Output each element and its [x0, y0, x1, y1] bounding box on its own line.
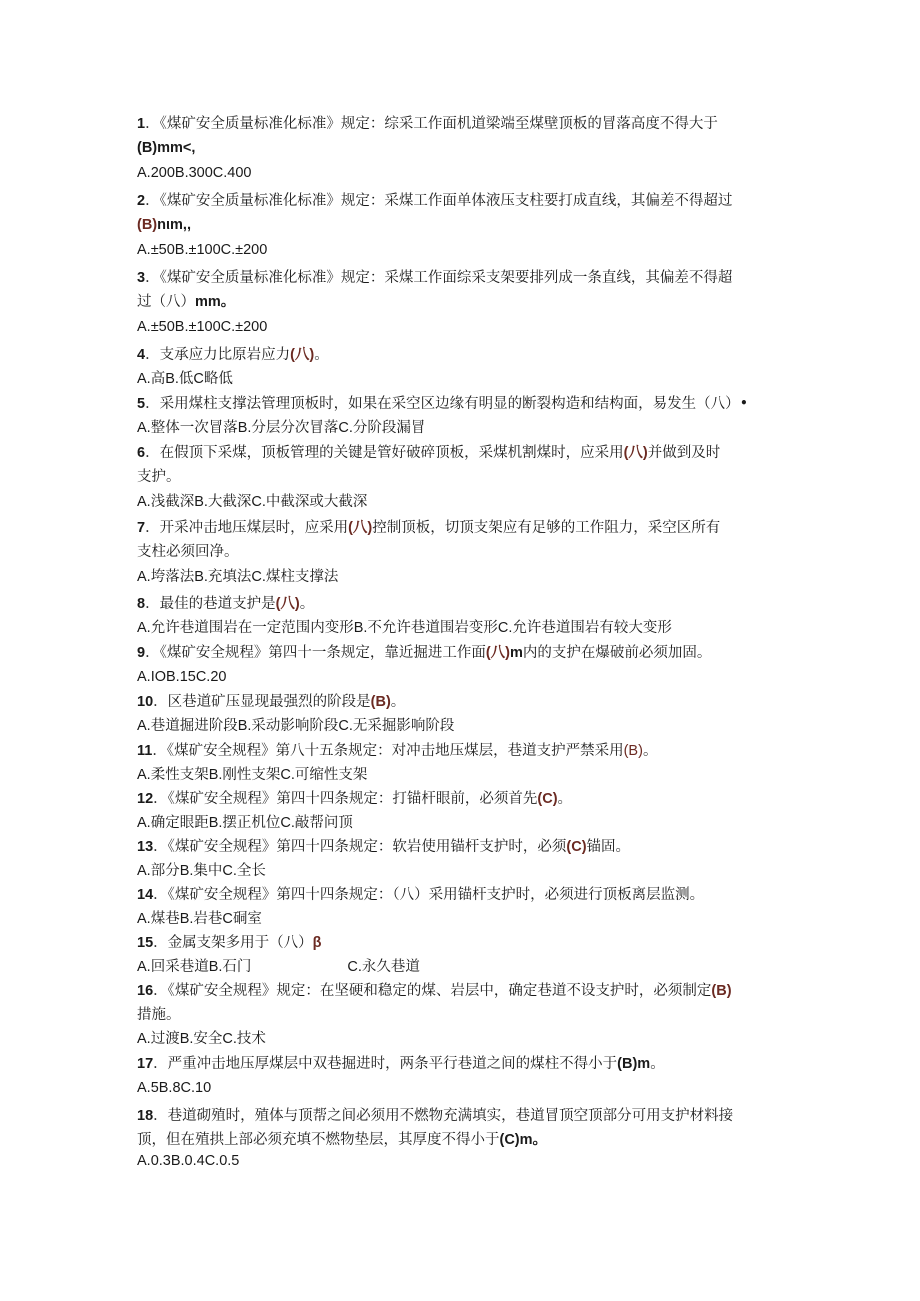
question-1-cont: (B)mm<,: [137, 140, 196, 156]
question-9-options: A.IOB.15C.20: [137, 669, 227, 685]
question-16-cont: 措施。: [137, 1007, 181, 1023]
question-5-options: A.整体一次冒落B.分层分次冒落C.分阶段漏冒: [137, 420, 426, 436]
question-2-cont: (B)nιm,,: [137, 217, 191, 233]
question-12-options: A.确定眼距B.摆正机位C.敲帮问顶: [137, 815, 353, 831]
question-6-cont: 支护。: [137, 469, 181, 485]
question-16: 16．《煤矿安全规程》规定：在坚硬和稳定的煤、岩层中，确定巷道不设支护时，必须制定(B): [137, 983, 732, 999]
question-2: 2．《煤矿安全质量标准化标准》规定：采煤工作面单体液压支柱要打成直线，其偏差不得超过: [137, 193, 733, 209]
question-18-options: A.0.3B.0.4C.0.5: [137, 1153, 240, 1169]
question-7: 7．开采冲击地压煤层时，应采用(八)控制顶板，切顶支架应有足够的工作阻力，采空区所有: [137, 520, 721, 536]
question-4: 4．支承应力比原岩应力(八)。: [137, 347, 329, 363]
question-7-options: A.垮落法B.充填法C.煤柱支撑法: [137, 569, 339, 585]
question-3: 3．《煤矿安全质量标准化标准》规定：采煤工作面综采支架要排列成一条直线，其偏差不得超: [137, 270, 733, 286]
question-10: 10．区巷道矿压显现最强烈的阶段是(B)。: [137, 694, 406, 710]
question-9: 9．《煤矿安全规程》第四十一条规定，靠近掘进工作面(八)m内的支护在爆破前必须加固。: [137, 645, 712, 661]
question-13: 13．《煤矿安全规程》第四十四条规定：软岩使用锚杆支护时，必须(C)锚固。: [137, 839, 631, 855]
question-11-options: A.柔性支架B.刚性支架C.可缩性支架: [137, 767, 368, 783]
question-17: 17．严重冲击地压厚煤层中双巷掘进时，两条平行巷道之间的煤柱不得小于(B)m。: [137, 1056, 665, 1072]
question-3-options: A.±50B.±100C.±200: [137, 319, 268, 335]
question-11: 11．《煤矿安全规程》第八十五条规定：对冲击地压煤层，巷道支护严禁采用(B)。: [137, 743, 658, 759]
question-7-cont: 支柱必须回净。: [137, 544, 239, 560]
question-2-options: A.±50B.±100C.±200: [137, 242, 268, 258]
question-18: 18．巷道砌殖时，殖体与顶帮之间必须用不燃物充满填实，巷道冒顶空顶部分可用支护材料接: [137, 1108, 734, 1124]
question-16-options: A.过渡B.安全C.技术: [137, 1031, 266, 1047]
question-15: 15．金属支架多用于（八）β: [137, 935, 322, 951]
question-5: 5．采用煤柱支撑法管理顶板时，如果在采空区边缘有明显的断裂构造和结构面，易发生（八）•: [137, 396, 749, 412]
question-10-options: A.巷道掘进阶段B.采动影响阶段C.无采掘影响阶段: [137, 718, 455, 734]
question-14-options: A.煤巷B.岩巷C硐室: [137, 911, 262, 927]
question-14: 14．《煤矿安全规程》第四十四条规定：（八）采用锚杆支护时，必须进行顶板离层监测。: [137, 887, 705, 903]
question-4-options: A.高B.低C略低: [137, 371, 233, 387]
question-1: 1．《煤矿安全质量标准化标准》规定：综采工作面机道梁端至煤壁顶板的冒落高度不得大于: [137, 116, 718, 132]
question-17-options: A.5B.8C.10: [137, 1080, 212, 1096]
question-3-cont: 过（八）mm。: [137, 294, 236, 310]
question-8-options: A.允许巷道围岩在一定范围内变形B.不允许巷道围岩变形C.允许巷道围岩有较大变形: [137, 620, 672, 636]
question-8: 8．最佳的巷道支护是(八)。: [137, 596, 315, 612]
question-1-options: A.200B.300C.400: [137, 165, 252, 181]
question-15-options: A.回采巷道B.石门 C.永久巷道: [137, 959, 420, 975]
question-6: 6．在假顶下采煤，顶板管理的关键是管好破碎顶板，采煤机割煤时，应采用(八)并做到及时: [137, 445, 721, 461]
question-13-options: A.部分B.集中C.全长: [137, 863, 266, 879]
question-18-cont: 顶，但在殖拱上部必须充填不燃物垫层，其厚度不得小于(C)m。: [137, 1132, 548, 1148]
question-12: 12．《煤矿安全规程》第四十四条规定：打锚杆眼前，必须首先(C)。: [137, 791, 573, 807]
question-6-options: A.浅截深B.大截深C.中截深或大截深: [137, 494, 368, 510]
